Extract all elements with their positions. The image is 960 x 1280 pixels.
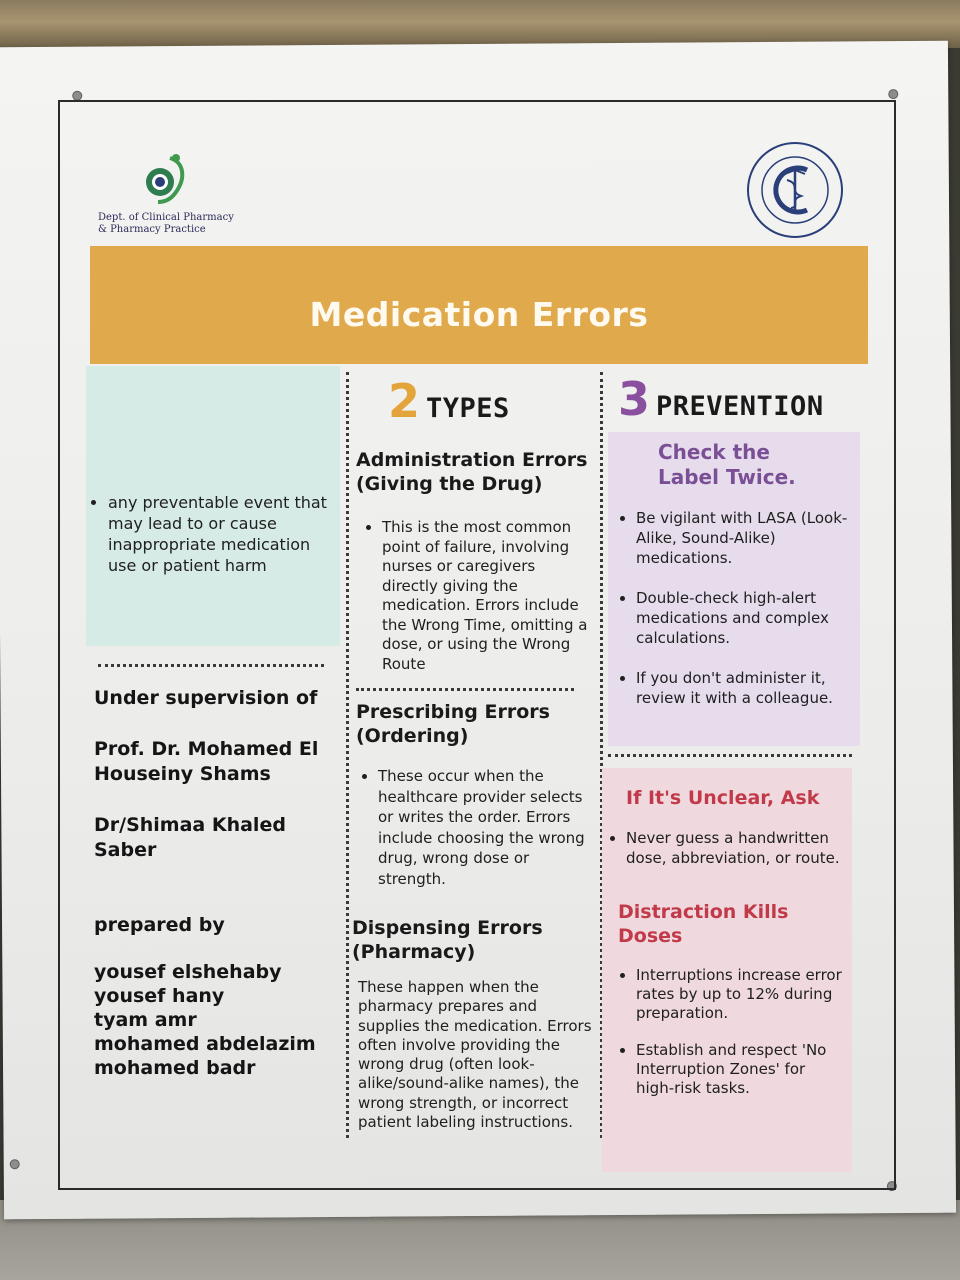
section-divider [98, 664, 324, 667]
unclear-heading: If It's Unclear, Ask [626, 787, 820, 809]
prevention-number: 3 [618, 372, 651, 426]
prescribing-errors [356, 700, 596, 903]
prevention-label: PREVENTION [656, 391, 824, 422]
definition-bullet: • any preventable event that may lead to or cause inappropriate medication use or patient harm [108, 492, 334, 576]
distraction-bullet: • Interruptions increase error rates by up to 12% during preparation. [636, 966, 846, 1023]
dept-caption-line1: Dept. of Clinical Pharmacy [98, 212, 234, 223]
types-number: 2 [388, 374, 421, 428]
check-label-bullet: • Be vigilant with LASA (Look-Alike, Sound-Alike) medications. [636, 508, 854, 568]
student-list [94, 960, 340, 1080]
grommet [10, 1159, 20, 1169]
check-label-heading: Check the Label Twice. [658, 440, 796, 489]
caduceus-seal-icon [745, 140, 845, 240]
credits-block [94, 686, 340, 1080]
column-divider [346, 372, 349, 1138]
dept-caption-line2: & Pharmacy Practice [98, 224, 206, 235]
dept-logo [98, 148, 238, 236]
types-label: TYPES [426, 393, 510, 424]
student-name: tyam amr [94, 1009, 197, 1031]
dispensing-heading: Dispensing Errors (Pharmacy) [352, 917, 543, 963]
prescribing-bullet: • These occur when the healthcare provider selects or writes the order. Errors include choosing the wrong drug, wrong dose or strength. [378, 766, 596, 889]
student-name: mohamed badr [94, 1057, 256, 1079]
supervision-label: Under supervision of [94, 687, 318, 709]
dispensing-text: These happen when the pharmacy prepares and supplies the medication. Errors often involve providing the wrong drug (often look-alike/sound-alike names), the wrong strength, or incorrect patient labeling instructions. [358, 978, 592, 1132]
dispensing-errors [352, 916, 592, 1132]
distraction-heading: Distraction Kills Doses [618, 901, 789, 947]
administration-heading: Administration Errors (Giving the Drug) [356, 449, 588, 495]
unclear-list [602, 828, 852, 868]
supervisor-2: Dr/Shimaa Khaled Saber [94, 814, 286, 861]
title-band [90, 246, 868, 364]
check-label-bullet: • Double-check high-alert medications and complex calculations. [636, 588, 854, 648]
section-divider [356, 688, 574, 691]
prepared-label: prepared by [94, 914, 225, 936]
distraction-list [602, 966, 852, 1098]
supervisor-1: Prof. Dr. Mohamed El Houseiny Shams [94, 738, 319, 785]
grommet [888, 89, 898, 99]
check-label-list [608, 508, 860, 708]
poster-title: Medication Errors [309, 294, 649, 334]
prescribing-list [356, 766, 596, 889]
unclear-distraction-panel [602, 768, 852, 1172]
distraction-bullet: • Establish and respect 'No Interruption Zones' for high-risk tasks. [636, 1041, 846, 1098]
section-divider [608, 754, 852, 757]
student-name: mohamed abdelazim [94, 1033, 316, 1055]
prevention-heading [618, 372, 824, 426]
definition-panel [86, 366, 340, 646]
administration-list [356, 518, 594, 674]
check-label-bullet: • If you don't administer it, review it with a colleague. [636, 668, 854, 708]
unclear-bullet: • Never guess a handwritten dose, abbreviation, or route. [626, 828, 848, 868]
definition-list [86, 492, 340, 576]
student-name: yousef elshehaby [94, 961, 282, 983]
student-name: yousef hany [94, 985, 225, 1007]
administration-errors [356, 448, 594, 688]
administration-bullet: • This is the most common point of failure, involving nurses or caregivers directly giving the medication. Errors include the Wrong Time, omitting a dose, or using the Wrong Route [382, 518, 594, 674]
check-label-panel [608, 432, 860, 746]
clinical-pharmacy-dept-icon [136, 148, 196, 208]
types-heading [388, 374, 510, 428]
prescribing-heading: Prescribing Errors (Ordering) [356, 701, 550, 747]
